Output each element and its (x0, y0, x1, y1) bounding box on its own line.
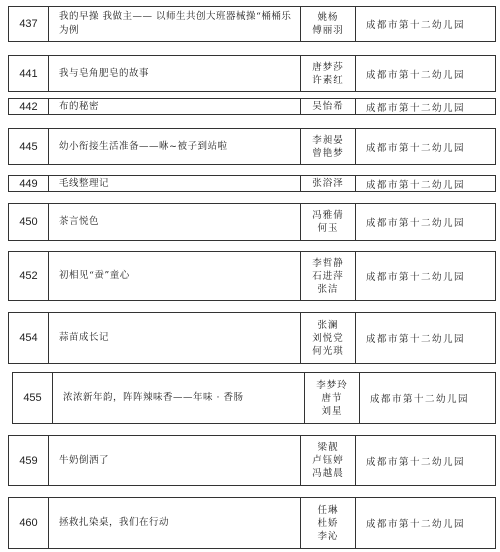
unit-name: 成都市第十二幼儿园 (366, 519, 466, 530)
authors-cell (301, 252, 356, 300)
work-title: 牛奶倒洒了 (49, 436, 301, 485)
authors-cell (301, 313, 356, 363)
row-number: 442 (9, 99, 49, 114)
work-title: 我的早操 我做主—— 以师生共创大班器械操“桶桶乐为例 (49, 7, 301, 41)
author-name: 梁靓 (317, 442, 339, 453)
author-name: 唐梦莎 (312, 61, 344, 73)
table-row (8, 497, 496, 549)
unit-name: 成都市第十二幼儿园 (366, 179, 466, 191)
work-title: 蒜苗成长记 (49, 313, 301, 363)
author-name: 李哲静 (312, 257, 344, 269)
author-name: 卢钰婷 (312, 455, 344, 466)
table-row (8, 203, 496, 241)
author-name: 张洁 (317, 283, 339, 295)
authors-cell (301, 7, 356, 41)
table-row (8, 251, 496, 301)
work-title: 茶言悦色 (49, 204, 301, 240)
table-row (8, 128, 496, 165)
author-name: 杜娇 (317, 517, 339, 529)
row-number: 437 (9, 7, 49, 41)
table-row (8, 6, 496, 42)
author-name: 曾艳梦 (312, 147, 344, 159)
row-number: 459 (9, 436, 49, 485)
authors-cell (301, 56, 356, 91)
row-number: 445 (9, 129, 49, 164)
author-name: 吴怡希 (312, 101, 344, 112)
row-number: 452 (9, 252, 49, 300)
unit-name: 成都市第十二幼儿园 (366, 272, 466, 283)
row-number: 455 (13, 373, 53, 423)
table-row (8, 55, 496, 92)
table-row (8, 435, 496, 486)
author-name: 姚杨 (317, 12, 339, 23)
unit-name: 成都市第十二幼儿园 (366, 69, 466, 81)
table-row (8, 98, 496, 115)
unit-name: 成都市第十二幼儿园 (366, 142, 466, 154)
author-name: 刘悦党 (312, 332, 344, 344)
authors-cell (301, 99, 356, 114)
work-title: 毛线整理记 (49, 176, 301, 191)
unit-name: 成都市第十二幼儿园 (366, 218, 466, 229)
work-title: 拯救扎染桌，我们在行动 (49, 498, 301, 548)
unit-name: 成都市第十二幼儿园 (366, 20, 466, 31)
author-name: 李沁 (317, 530, 339, 542)
authors-cell (301, 436, 356, 485)
authors-cell (301, 204, 356, 240)
work-title: 初相见“蚕”童心 (49, 252, 301, 300)
table-row (8, 312, 496, 364)
table-row (8, 175, 496, 192)
author-name: 傅丽羽 (312, 25, 344, 36)
author-name: 石进萍 (312, 270, 344, 282)
authors-cell (305, 373, 360, 423)
author-name: 何光琪 (312, 345, 344, 357)
row-number: 441 (9, 56, 49, 91)
unit-name: 成都市第十二幼儿园 (366, 456, 466, 468)
author-name: 刘星 (321, 405, 343, 417)
row-number: 449 (9, 176, 49, 191)
author-name: 张浴泽 (312, 178, 344, 189)
authors-cell (301, 129, 356, 164)
author-name: 冯越晨 (312, 468, 344, 479)
unit-name: 成都市第十二幼儿园 (370, 394, 470, 405)
author-name: 张澜 (317, 319, 339, 331)
work-title: 浓浓新年韵，阵阵辣味香——年味 · 香肠 (53, 373, 305, 423)
work-title: 幼小衔接生活准备——咻~被子到站啦 (49, 129, 301, 164)
author-name: 许素红 (312, 74, 344, 86)
author-name: 任琳 (317, 504, 339, 516)
author-name: 何玉 (317, 223, 339, 234)
row-number: 460 (9, 498, 49, 548)
authors-cell (301, 498, 356, 548)
unit-name: 成都市第十二幼儿园 (366, 334, 466, 345)
author-name: 李梦玲 (316, 379, 348, 391)
unit-name: 成都市第十二幼儿园 (366, 102, 466, 114)
row-number: 450 (9, 204, 49, 240)
author-name: 李昶晏 (312, 134, 344, 146)
work-title: 我与皂角肥皂的故事 (49, 56, 301, 91)
row-number: 454 (9, 313, 49, 363)
table-row (12, 372, 496, 424)
author-name: 唐节 (321, 392, 343, 404)
author-name: 冯雅倩 (312, 210, 344, 221)
work-title: 布的秘密 (49, 99, 301, 114)
authors-cell (301, 176, 356, 191)
